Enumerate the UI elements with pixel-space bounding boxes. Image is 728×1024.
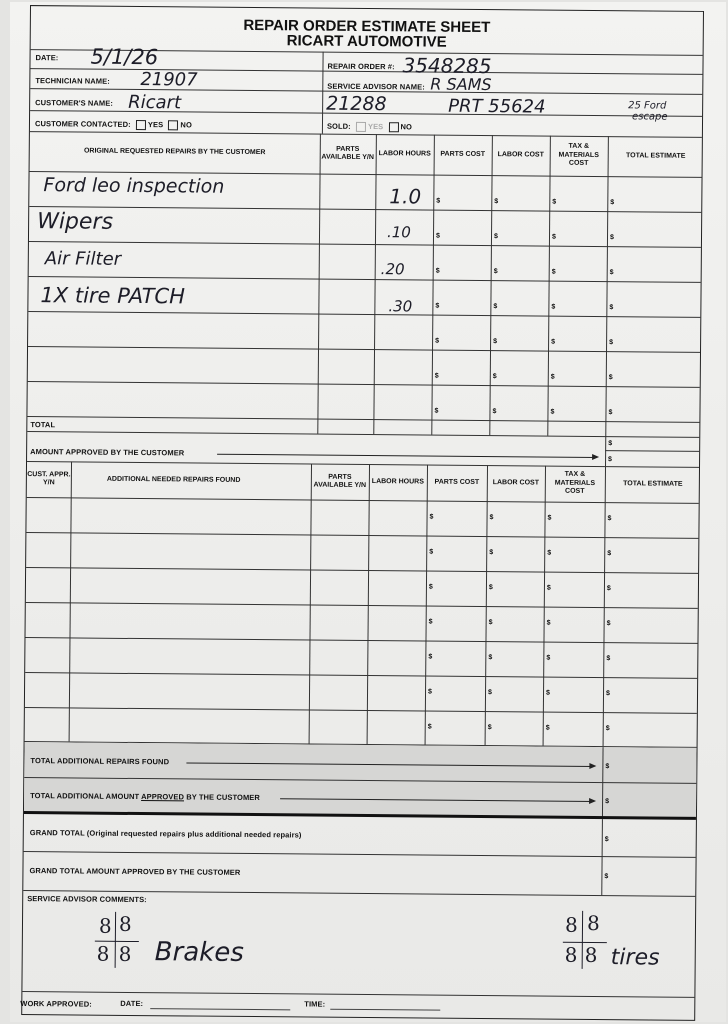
currency-symbol: $ [434,372,439,380]
currency-symbol: $ [547,514,552,522]
grand-total-currency: $ [604,836,609,844]
currency-symbol: $ [428,583,433,591]
header-labor-hours-2: LABOR HOURS [371,477,424,486]
currency-symbol: $ [488,619,493,627]
currency-symbol: $ [610,199,615,207]
handwritten-part-number: PRT 55624 [448,95,546,118]
customer-name-value[interactable]: Ricart [128,91,182,114]
currency-symbol: $ [607,515,612,523]
currency-symbol: $ [608,374,613,382]
currency-symbol: $ [608,409,613,417]
currency-symbol: $ [428,653,433,661]
company-name: RICART AUTOMOTIVE [286,32,447,51]
currency-symbol: $ [547,549,552,557]
header-labor-cost-2: LABOR COST [492,478,540,487]
header-labor-cost: LABOR COST [497,150,544,159]
currency-symbol: $ [551,303,556,311]
header-tax-materials-2: TAX & MATERIALS COST [554,470,596,496]
currency-symbol: $ [429,513,434,521]
currency-symbol: $ [488,654,493,662]
labor-hours-value[interactable]: .30 [388,297,413,316]
customer-contacted-label: CUSTOMER CONTACTED: YES NO [34,119,192,130]
amount-approved-label: AMOUNT APPROVED BY THE CUSTOMER [30,447,185,458]
currency-symbol: $ [492,408,497,416]
sold-yes-checkbox[interactable] [356,122,366,132]
repair-description[interactable]: Ford leo inspection [43,174,225,198]
currency-symbol: $ [550,408,555,416]
contacted-yes-checkbox[interactable] [136,120,146,130]
header-parts-available: PARTS AVAILABLE Y/N [321,145,374,162]
service-advisor-comments-label: SERVICE ADVISOR COMMENTS: [27,894,147,905]
currency-symbol: $ [551,268,556,276]
currency-symbol: $ [551,233,556,241]
currency-symbol: $ [488,584,493,592]
handwritten-number: 21288 [326,92,387,116]
work-time-label: TIME: [304,999,326,1009]
currency-symbol: $ [489,549,494,557]
total-additional-found-label: TOTAL ADDITIONAL REPAIRS FOUND [30,756,170,767]
work-date-label: DATE: [120,998,144,1009]
work-approved-label: WORK APPROVED: [20,999,92,1009]
currency-symbol: $ [609,234,614,242]
labor-hours-value[interactable]: .20 [380,260,405,279]
additional-currency-cells [31,6,703,12]
currency-symbol: $ [609,269,614,277]
currency-symbol: $ [551,338,556,346]
arrow-indicator [217,454,597,458]
time-signature-line[interactable] [330,1009,440,1011]
technician-label: TECHNICIAN NAME: [35,76,110,86]
currency-symbol: $ [605,690,610,698]
repair-order-value[interactable]: 3548285 [402,53,492,79]
header-original-repairs: ORIGINAL REQUESTED REPAIRS BY THE CUSTOMER [83,147,266,156]
currency-symbol: $ [428,618,433,626]
labor-hours-value[interactable]: .10 [386,223,411,242]
brakes-note: Brakes [154,937,244,968]
currency-symbol: $ [436,197,441,205]
header-parts-available-2: PARTS AVAILABLE Y/N [313,473,367,490]
currency-symbol: $ [493,303,498,311]
currency-symbol: $ [494,198,499,206]
currency-symbol: $ [546,584,551,592]
header-additional-repairs: ADDITIONAL NEEDED REPAIRS FOUND [106,475,241,484]
currency-symbol: $ [493,338,498,346]
repair-description[interactable]: Air Filter [44,248,122,270]
header-total-estimate-2: TOTAL ESTIMATE [623,480,683,488]
total-currency: $ [608,440,613,448]
additional-approved-currency: $ [605,798,610,806]
vehicle-model-2: escape [632,111,668,123]
header-cust-appr: CUST. APPR. Y/N [27,470,71,487]
currency-symbol: $ [488,689,492,697]
repair-description[interactable]: Wipers [37,209,114,235]
contacted-no-checkbox[interactable] [168,120,178,130]
grand-total-label: GRAND TOTAL (Original requested repairs plus additional needed repairs) [29,828,302,840]
currency-symbol: $ [609,339,614,347]
currency-symbol: $ [493,233,498,241]
currency-symbol: $ [607,550,612,558]
currency-symbol: $ [487,724,492,732]
date-label: DATE: [35,53,59,63]
header-parts-cost-2: PARTS COST [434,478,480,486]
currency-symbol: $ [606,585,611,593]
additional-found-currency: $ [605,763,610,771]
currency-symbol: $ [435,267,440,275]
currency-symbol: $ [545,689,550,697]
currency-symbol: $ [428,688,432,696]
currency-symbol: $ [546,654,551,662]
service-advisor-label: SERVICE ADVISOR NAME: [327,81,425,92]
repair-order-label: REPAIR ORDER #: [327,61,395,72]
vehicle-model: 25 Ford [628,100,667,112]
sold-label: SOLD: YES NO [326,121,412,132]
total-label: TOTAL [30,420,56,430]
approved-currency: $ [608,456,613,464]
currency-symbol: $ [605,725,610,733]
tire-tally-mark: 8 8 8 8 [563,911,608,969]
currency-symbol: $ [489,514,494,522]
repair-order-form [21,5,704,1021]
currency-symbol: $ [492,373,497,381]
customer-name-label: CUSTOMER'S NAME: [35,98,114,108]
brake-tally-mark: 8 8 8 8 [95,912,139,968]
header-total-estimate: TOTAL ESTIMATE [626,152,686,160]
total-additional-approved-label: TOTAL ADDITIONAL AMOUNT APPROVED BY THE CUSTOMER [30,791,260,803]
date-signature-line[interactable] [150,1008,290,1010]
currency-symbol: $ [606,620,611,628]
sold-no-checkbox[interactable] [388,122,398,132]
currency-symbol: $ [427,723,432,731]
labor-hours-value[interactable]: 1.0 [389,184,422,209]
currency-symbol: $ [609,304,614,312]
paper-sheet [10,2,726,1022]
repair-description[interactable]: 1X tire PATCH [40,283,186,309]
date-value[interactable]: 5/1/26 [90,44,159,70]
currency-symbol: $ [435,337,440,345]
currency-symbol: $ [545,724,550,732]
service-advisor-value[interactable]: R SAMS [430,74,492,95]
header-labor-hours: LABOR HOURS [378,149,431,158]
form-title: REPAIR ORDER ESTIMATE SHEET [243,16,491,37]
grand-approved-label: GRAND TOTAL AMOUNT APPROVED BY THE CUSTOMER [29,866,241,877]
technician-value[interactable]: 21907 [140,69,198,91]
currency-symbol: $ [435,232,440,240]
header-tax-materials: TAX & MATERIALS COST [558,143,599,168]
currency-symbol: $ [434,407,439,415]
header-parts-cost: PARTS COST [440,150,486,158]
grand-approved-currency: $ [604,873,609,881]
currency-symbol: $ [552,198,557,206]
currency-symbol: $ [493,268,498,276]
original-currency-cells [31,6,703,12]
tires-note: tires [610,945,660,971]
currency-symbol: $ [546,619,551,627]
currency-symbol: $ [429,548,434,556]
currency-symbol: $ [550,373,555,381]
currency-symbol: $ [435,302,440,310]
currency-symbol: $ [606,655,611,663]
